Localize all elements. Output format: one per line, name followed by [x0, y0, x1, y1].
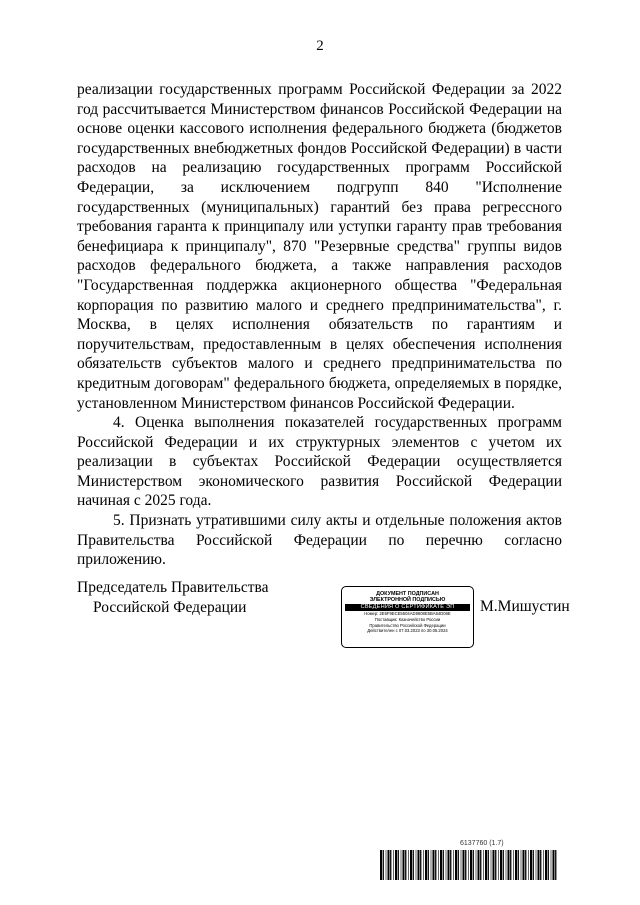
barcode-image [380, 850, 560, 880]
paragraph-4: 4. Оценка выполнения показателей государственных программ Российской Федерации и их структурных элементов с учетом их реализации в субъектах Российской Федерации осуществляется Министерством экономического развития Российской Федерации начиная с 2025 года. [77, 414, 562, 510]
page-number: 2 [316, 38, 324, 54]
signer-position [77, 578, 269, 617]
document-code: 6137760 (1.7) [460, 840, 504, 847]
signer-position-line2: Российской Федерации [93, 598, 247, 616]
signer-name: М.Мишустин [480, 598, 570, 615]
paragraph-continuation: реализации государственных программ Российской Федерации за 2022 год рассчитывается Министерством финансов Российской Федерации на основе оценки кассового исполнения федерального бюджета (бюджетов государственных внебюджетных фондов Российской Федерации) в части расходов на реализацию государственных программ Российской Федерации, за исключением подгрупп 840 "Исполнение государственных (муниципальных) гарантий без права регрессного требования гаранта к принципалу или уступки гаранту прав требования бенефициара к принципалу", 870 "Резервные средства" группы видов расходов федерального бюджета, а также направления расходов "Государственная поддержка акционерного общества "Федеральная корпорация по развитию малого и среднего предпринимательства", г. Москва, в целях исполнения обязательств по гарантиям и поручительствам, предоставленным в целях обеспечения исполнения обязательств субъектов малого и среднего предпринимательства по кредитным договорам" федерального бюджета, определяемых в порядке, установленном Министерством финансов Российской Федерации. [77, 81, 562, 412]
paragraph-5: 5. Признать утратившими силу акты и отдельные положения актов Правительства Российской Федерации по перечню согласно приложению. [77, 512, 562, 569]
signer-position-line1: Председатель Правительства [77, 579, 269, 596]
stamp-issuer1: Поставщик: Казначейство России [374, 617, 441, 622]
stamp-validity: Действителен с 07.03.2023 по 30.05.2024 [367, 628, 448, 634]
stamp-number: Номер: 2E6F9ECE5504AD8608E5BA64D06E [364, 611, 451, 617]
stamp-line1: ДОКУМЕНТ ПОДПИСАН [376, 591, 439, 597]
stamp-certificate-bar: СВЕДЕНИЯ О СЕРТИФИКАТЕ ЭП [345, 604, 470, 611]
document-body [77, 80, 562, 570]
electronic-signature-stamp [341, 586, 474, 648]
signature-block [77, 578, 570, 658]
stamp-line2: ЭЛЕКТРОННОЙ ПОДПИСЬЮ [369, 597, 446, 604]
stamp-issuer2: Правительство Российской Федерации [369, 622, 446, 628]
